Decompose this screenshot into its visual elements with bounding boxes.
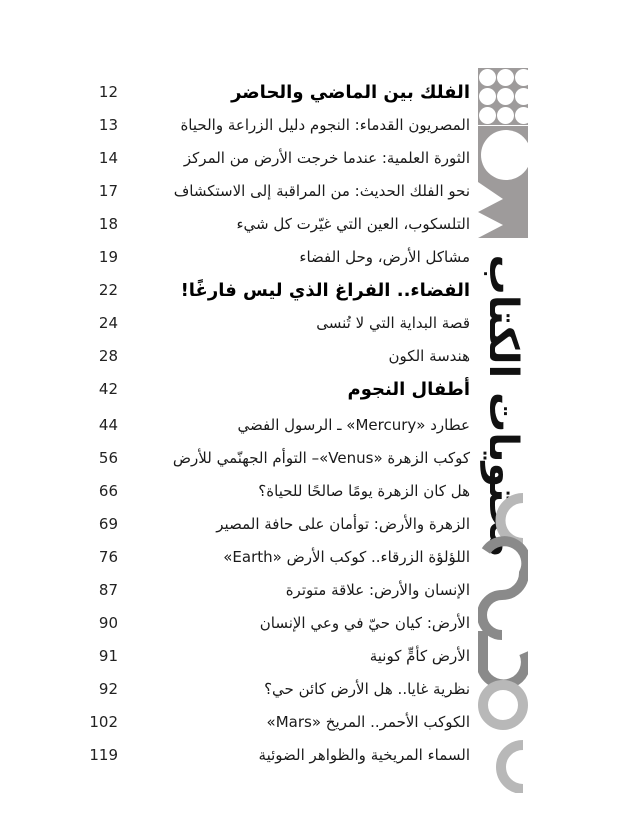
toc-entry[interactable] [90, 443, 470, 473]
zigzag-icon [478, 182, 528, 238]
toc-entry[interactable] [90, 608, 470, 638]
entry-title: هل كان الزهرة يومًا صالحًا للحياة؟ [258, 482, 470, 500]
toc-entry[interactable] [90, 542, 470, 572]
toc-entry[interactable] [90, 143, 470, 173]
page-number: 42 [98, 380, 118, 398]
page-number: 92 [98, 680, 118, 698]
entry-title: الأرض كأمٍّ كونية [369, 647, 470, 665]
page-number: 22 [98, 281, 118, 299]
entry-title: الزهرة والأرض: توأمان على حافة المصير [216, 515, 470, 533]
page-number: 19 [98, 248, 118, 266]
toc-entry[interactable] [90, 77, 470, 107]
page-number: 18 [98, 215, 118, 233]
section-title: الفلك بين الماضي والحاضر [231, 81, 470, 103]
page-number: 102 [89, 713, 118, 731]
entry-title: المصريون القدماء: النجوم دليل الزراعة والحياة [180, 116, 470, 134]
entry-title: عطارد «Mercury» ـ الرسول الفضي [237, 416, 470, 434]
entry-title: نحو الفلك الحديث: من المراقبة إلى الاستكشاف [173, 182, 470, 200]
entry-title: قصة البداية التي لا تُنسى [316, 314, 470, 332]
decorative-curves-icon [478, 493, 528, 793]
page-number: 24 [98, 314, 118, 332]
decorative-sidebar [478, 68, 528, 788]
page-number: 76 [98, 548, 118, 566]
entry-title: الأرض: كيان حيّ في وعي الإنسان [259, 614, 470, 632]
toc-entry[interactable] [90, 575, 470, 605]
toc-entry[interactable] [90, 707, 470, 737]
toc-entry[interactable] [90, 476, 470, 506]
toc-entry[interactable] [90, 674, 470, 704]
page-number: 44 [98, 416, 118, 434]
entry-title: اللؤلؤة الزرقاء.. كوكب الأرض «Earth» [223, 548, 470, 566]
page-number: 12 [98, 83, 118, 101]
page-number: 91 [98, 647, 118, 665]
entry-title: التلسكوب، العين التي غيّرت كل شيء [236, 215, 470, 233]
toc-entry[interactable] [90, 341, 470, 371]
toc-entry[interactable] [90, 374, 470, 404]
toc-entry[interactable] [90, 509, 470, 539]
toc-entry[interactable] [90, 641, 470, 671]
page-number: 87 [98, 581, 118, 599]
toc-entry[interactable] [90, 176, 470, 206]
toc-entry[interactable] [90, 740, 470, 770]
toc-entry[interactable] [90, 242, 470, 272]
entry-title: الإنسان والأرض: علاقة متوترة [285, 581, 470, 599]
entry-title: السماء المريخية والظواهر الضوئية [258, 746, 470, 764]
section-title: الفضاء.. الفراغ الذي ليس فارغًا! [180, 279, 470, 301]
page-number: 17 [98, 182, 118, 200]
entry-title: الثورة العلمية: عندما خرجت الأرض من المركز [183, 149, 470, 167]
page-number: 14 [98, 149, 118, 167]
entry-title: مشاكل الأرض، وحل الفضاء [299, 248, 470, 266]
toc-entry[interactable] [90, 275, 470, 305]
entry-title: هندسة الكون [388, 347, 470, 365]
page-number: 69 [98, 515, 118, 533]
toc-entry[interactable] [90, 410, 470, 440]
page-number: 28 [98, 347, 118, 365]
page-number: 56 [98, 449, 118, 467]
entry-title: الكوكب الأحمر.. المريخ «Mars» [266, 713, 470, 731]
page-number: 66 [98, 482, 118, 500]
page-number: 13 [98, 116, 118, 134]
toc-entry[interactable] [90, 110, 470, 140]
section-title: أطفال النجوم [347, 378, 470, 400]
toc-entry[interactable] [90, 209, 470, 239]
page-number: 90 [98, 614, 118, 632]
big-circle-icon [478, 126, 528, 182]
entry-title: نظرية غايا.. هل الأرض كائن حي؟ [264, 680, 470, 698]
toc-entry[interactable] [90, 308, 470, 338]
circles-pattern-icon [478, 68, 528, 125]
entry-title: كوكب الزهرة «Venus»– التوأم الجهنّمي للأرض [172, 449, 470, 467]
page-number: 119 [89, 746, 118, 764]
vertical-book-contents-title: محتويات الكتاب [480, 254, 526, 558]
